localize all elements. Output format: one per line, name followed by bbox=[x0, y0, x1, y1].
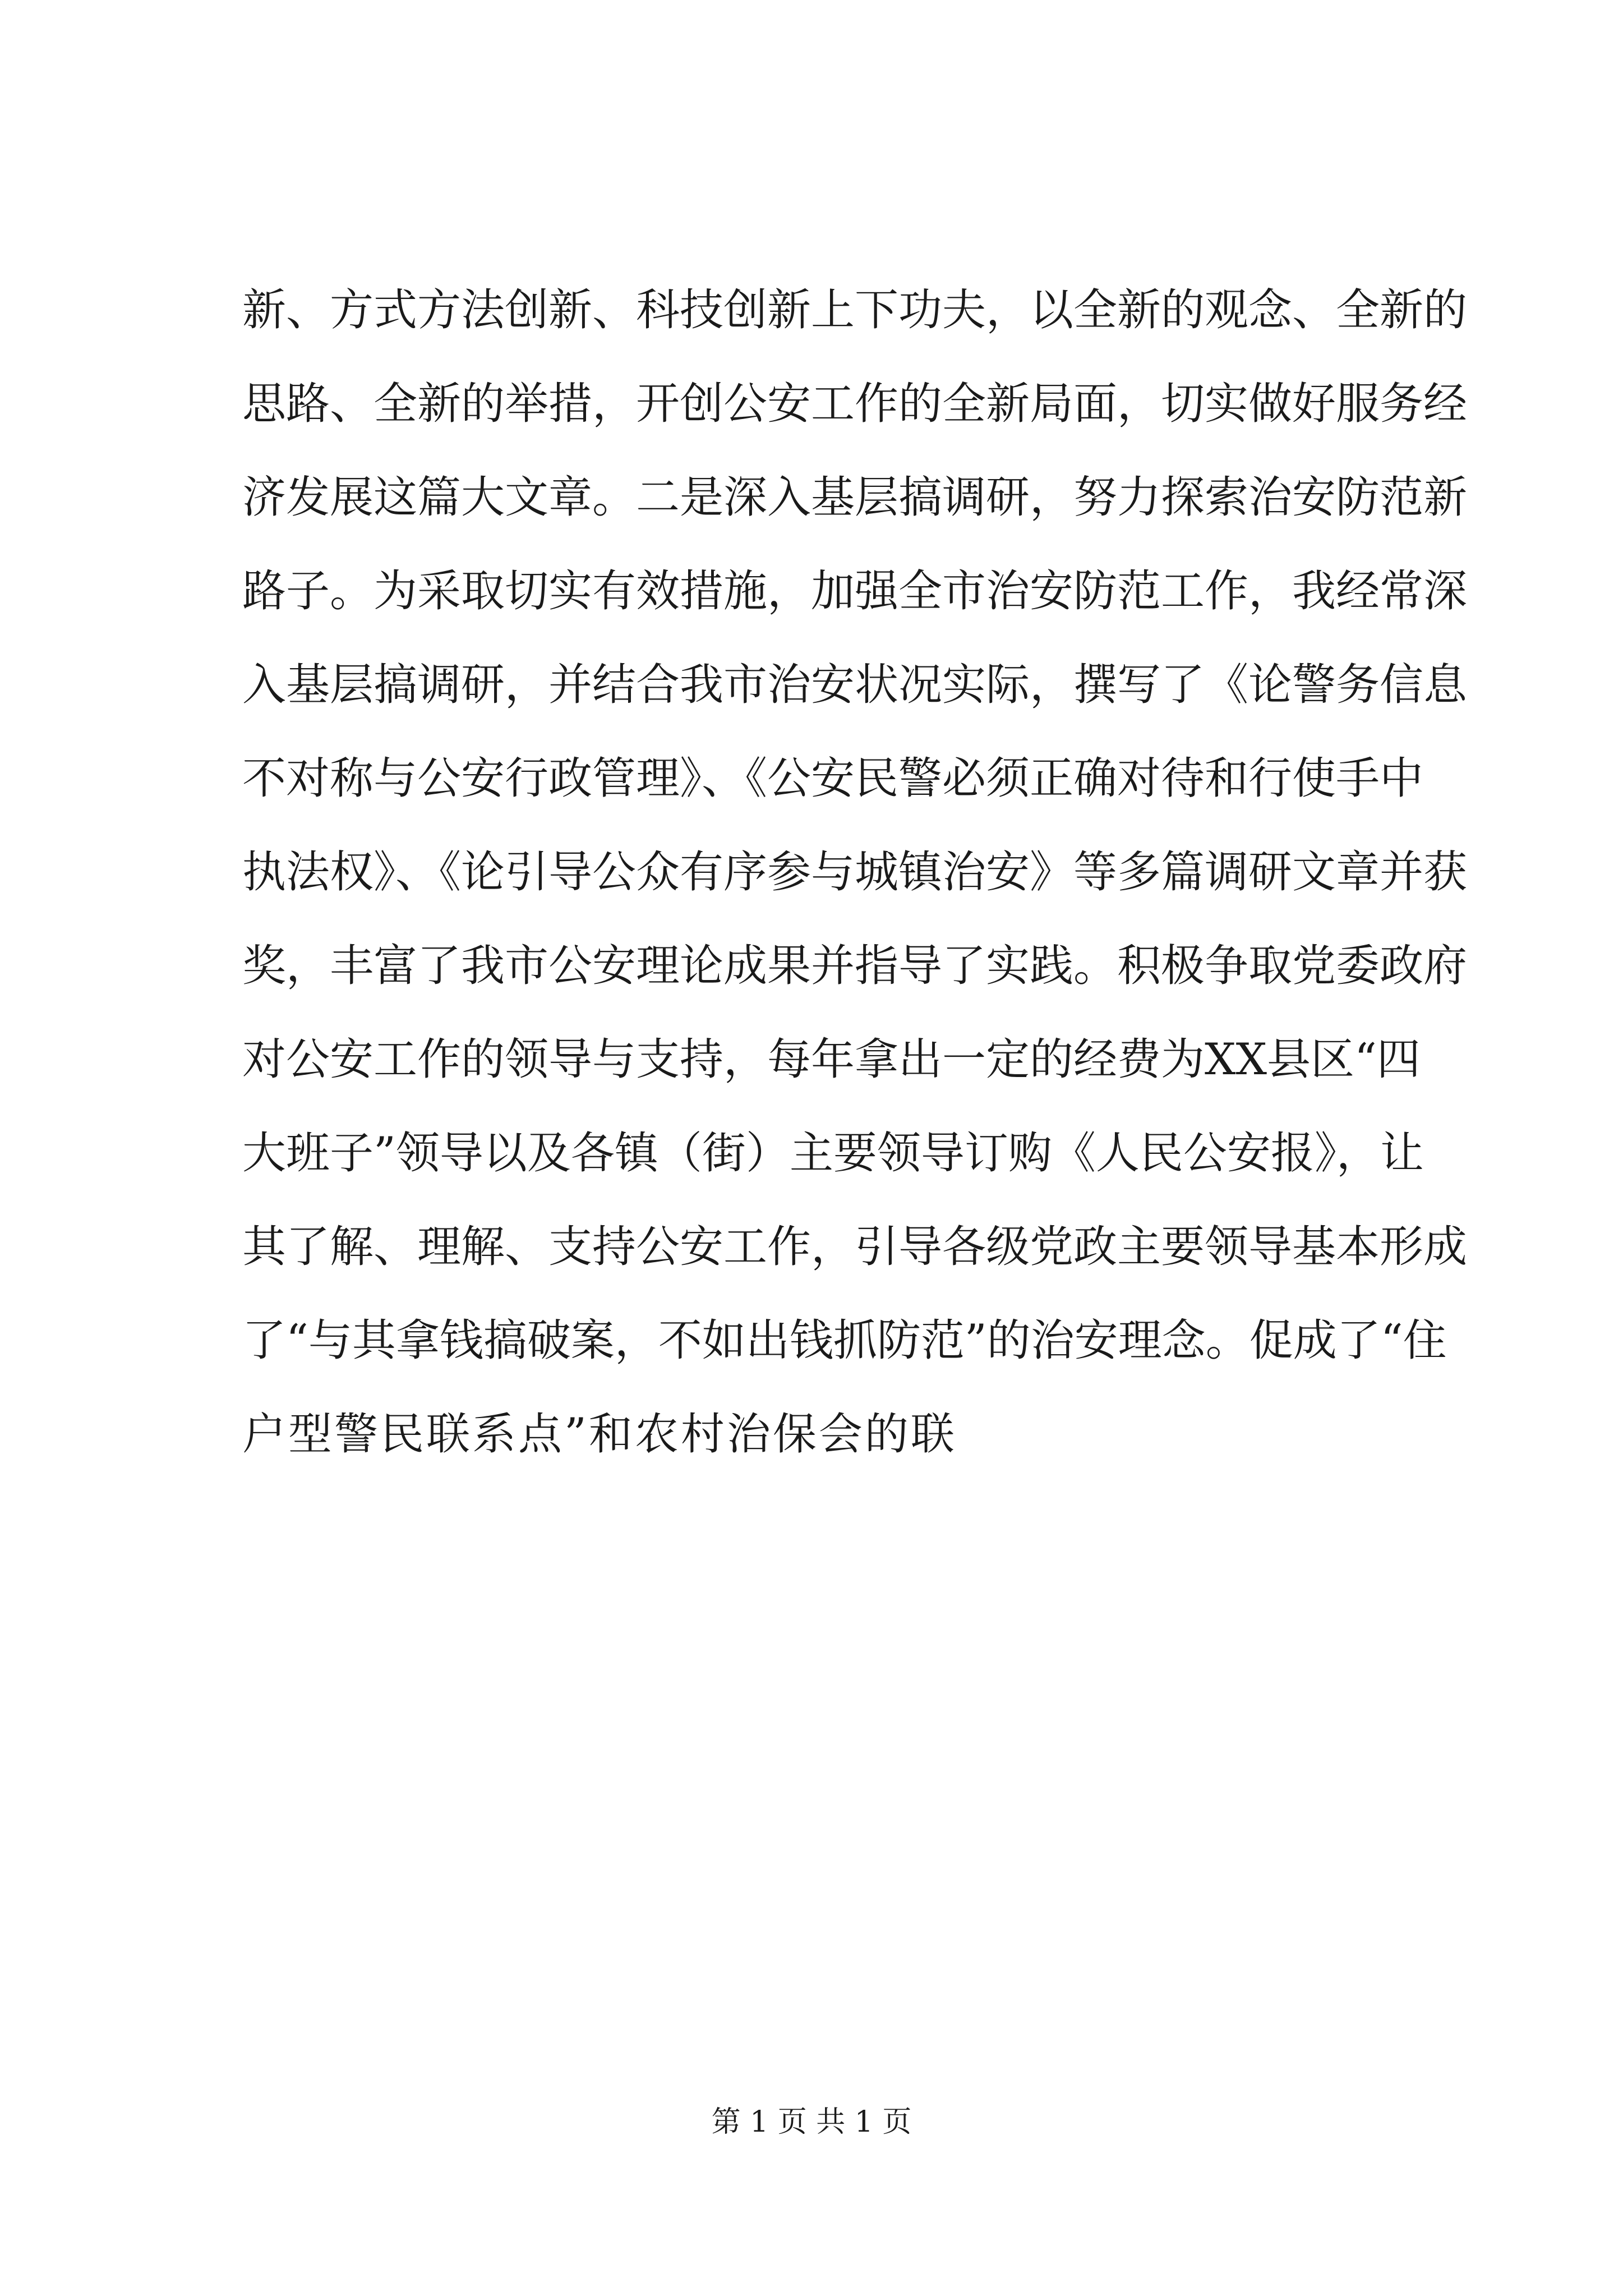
text-line: 执法权》、《论引导公众有序参与城镇治安》等多篇调研文章并获 bbox=[242, 847, 1468, 898]
text-line: 了“与其拿钱搞破案，不如出钱抓防范”的治安理念。促成了“住 bbox=[242, 1315, 1447, 1366]
text-line: 奖，丰富了我市公安理论成果并指导了实践。积极争取党委政府 bbox=[242, 941, 1468, 991]
text-line: 不对称与公安行政管理》、《公安民警必须正确对待和行使手中 bbox=[242, 753, 1424, 804]
text-line: 路子。为采取切实有效措施，加强全市治安防范工作，我经常深 bbox=[242, 566, 1468, 616]
text-line: 济发展这篇大文章。二是深入基层搞调研，努力探索治安防范新 bbox=[242, 472, 1468, 523]
text-line: 对公安工作的领导与支持，每年拿出一定的经费为XX县区“四 bbox=[242, 1034, 1421, 1085]
text-line: 思路、全新的举措，开创公安工作的全新局面，切实做好服务经 bbox=[242, 379, 1468, 429]
page-footer: 第 1 页 共 1 页 bbox=[711, 2105, 912, 2139]
text-line: 其了解、理解、支持公安工作，引导各级党政主要领导基本形成 bbox=[242, 1222, 1468, 1272]
text-line: 入基层搞调研，并结合我市治安状况实际，撰写了《论警务信息 bbox=[242, 660, 1468, 710]
text-line: 大班子”领导以及各镇（街）主要领导订购《人民公安报》，让 bbox=[242, 1128, 1424, 1179]
text-line: 新、方式方法创新、科技创新上下功夫，以全新的观念、全新的 bbox=[242, 285, 1468, 335]
text-line-last: 户型警民联系点”和农村治保会的联 bbox=[242, 1409, 957, 1460]
body-paragraph bbox=[242, 264, 1468, 1481]
